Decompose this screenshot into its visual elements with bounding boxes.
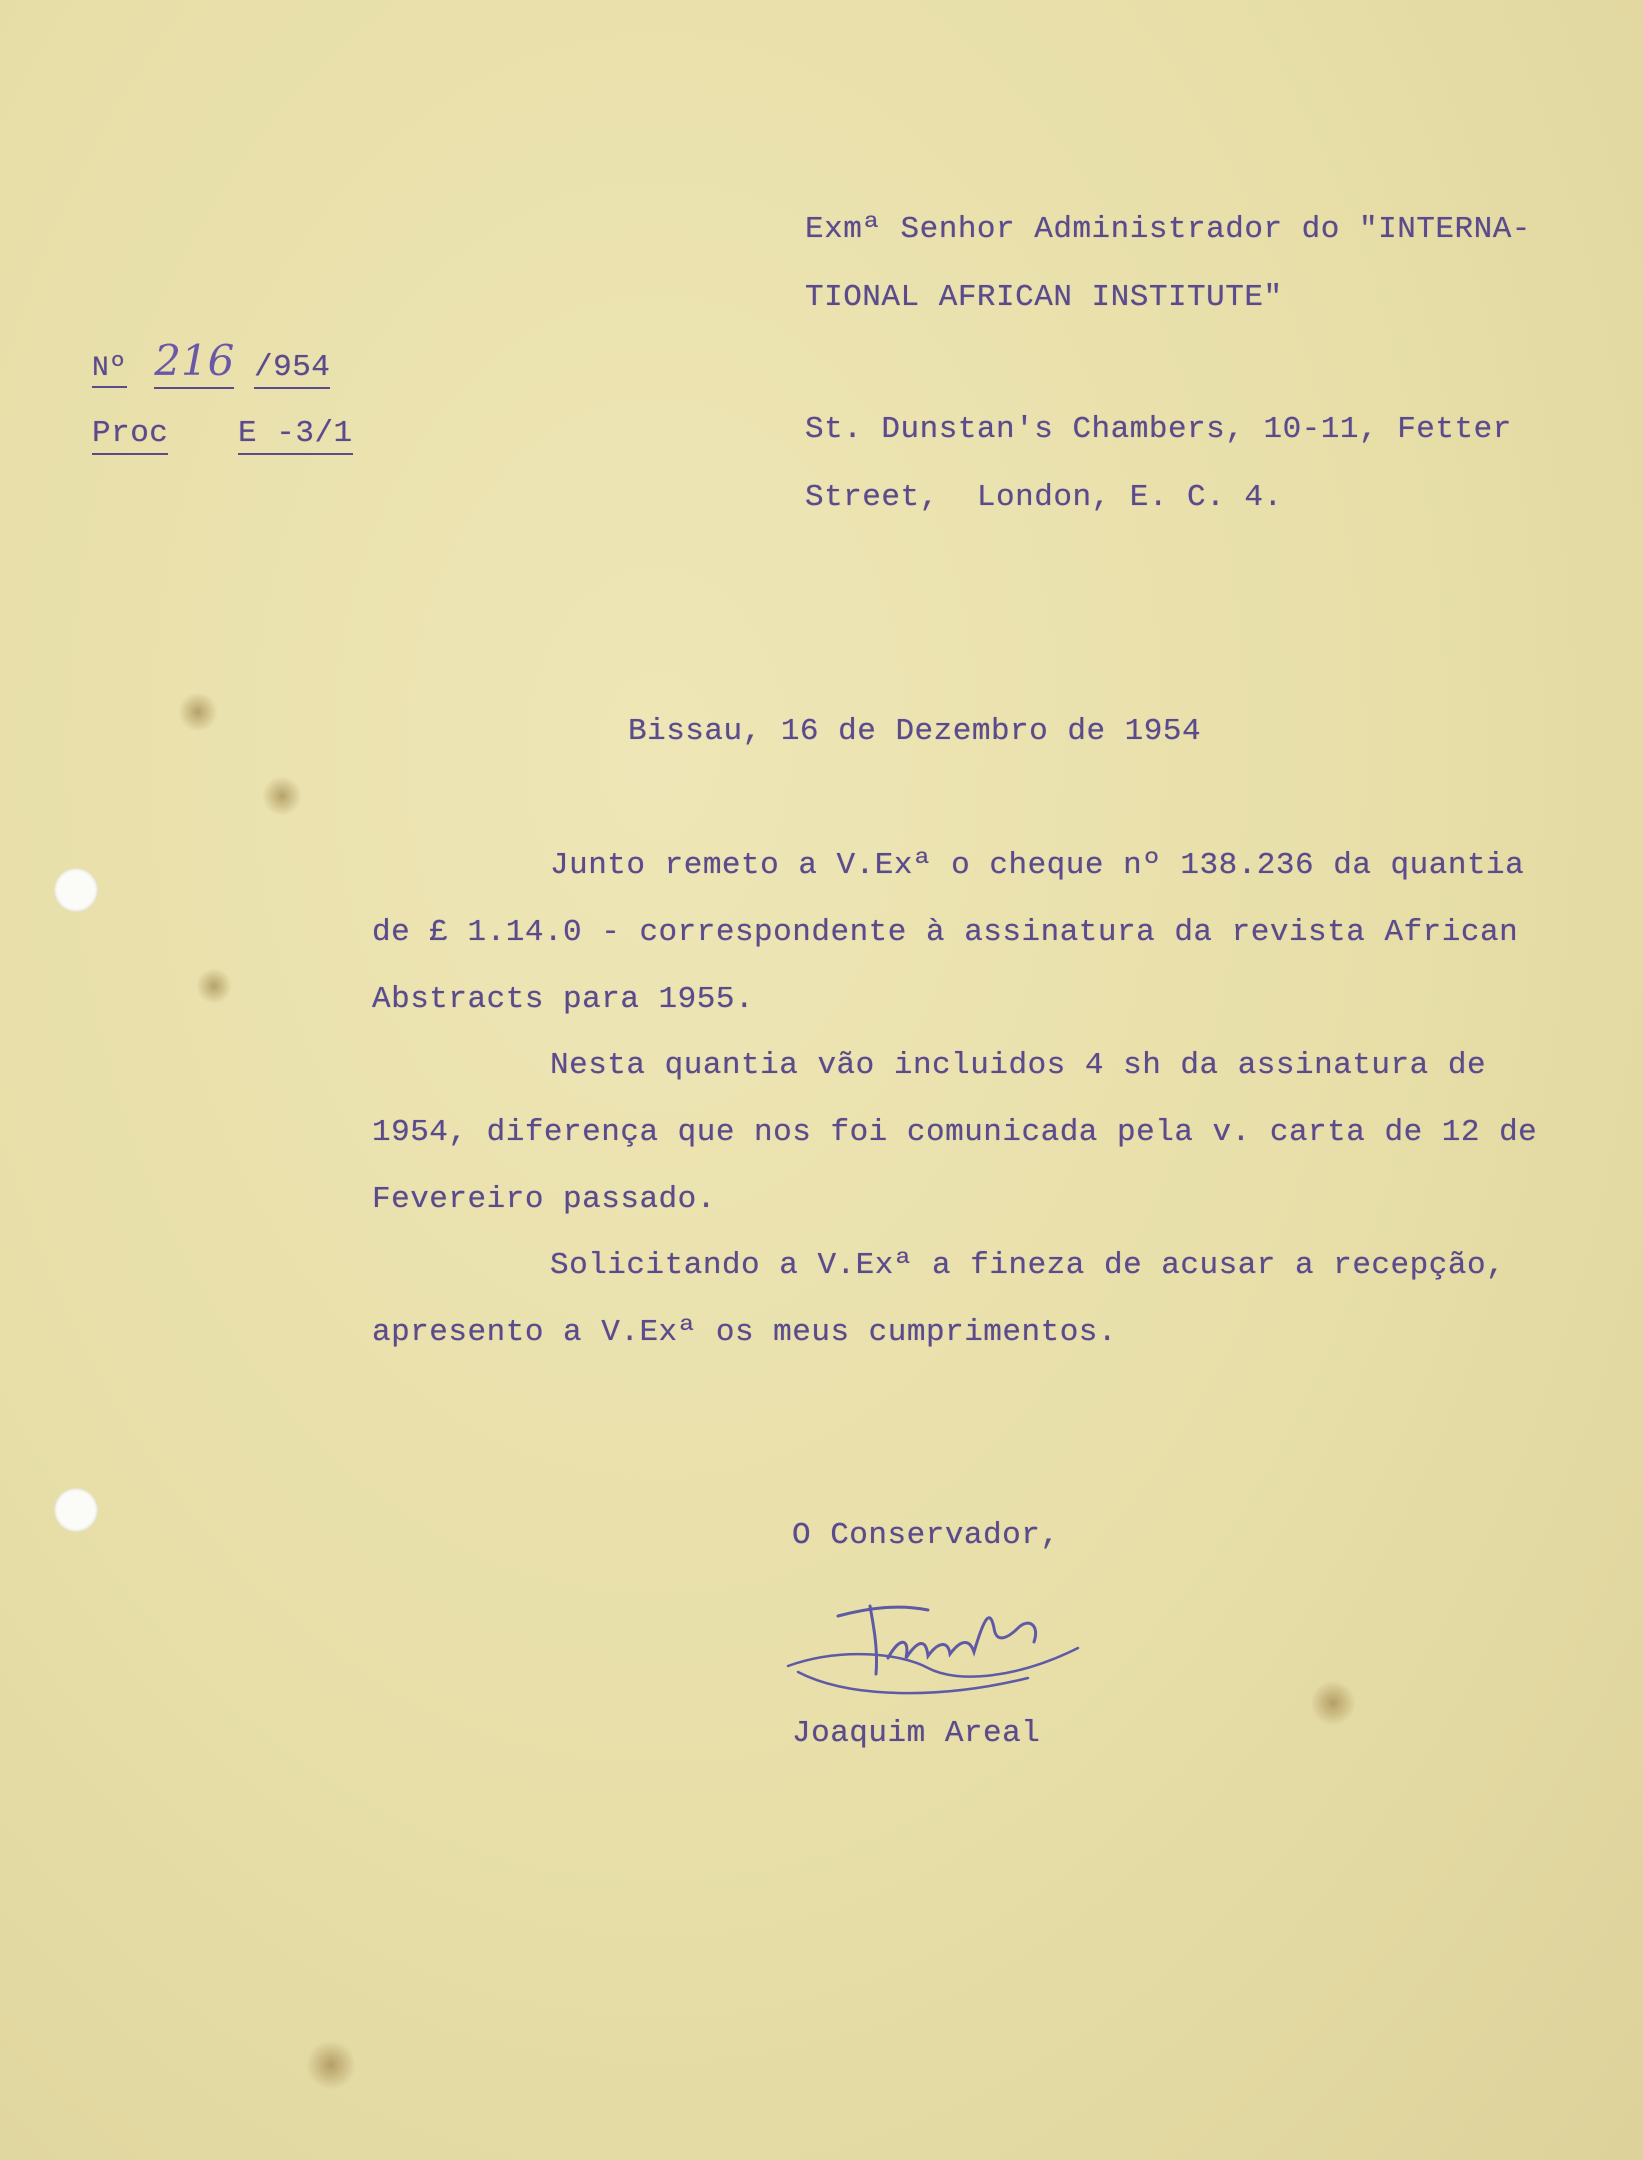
body-p3-line2: apresento a V.Exª os meus cumprimentos.: [372, 1315, 1118, 1350]
body-p1-line2: de £ 1.14.0 - correspondente à assinatura da revista African: [372, 915, 1519, 950]
proc-label: Proc: [92, 416, 168, 455]
address-line-1: St. Dunstan's Chambers, 10-11, Fetter: [805, 412, 1512, 447]
body-p1-line1: Junto remeto a V.Exª o cheque nº 138.236 da quantia: [550, 848, 1525, 883]
number-year: /954: [254, 350, 330, 389]
stain: [306, 2040, 356, 2090]
reference-proc: [92, 416, 353, 451]
signer-name: Joaquim Areal: [792, 1716, 1041, 1751]
date-line: Bissau, 16 de Dezembro de 1954: [628, 714, 1202, 749]
number-label: Nº: [92, 353, 127, 388]
body-p2-line2: 1954, diferença que nos foi comunicada pela v. carta de 12 de: [372, 1115, 1538, 1150]
number-handwritten: 216: [154, 336, 234, 389]
stain: [178, 692, 218, 732]
body-p3-line1: Solicitando a V.Exª a fineza de acusar a recepção,: [550, 1248, 1506, 1283]
punch-hole-bottom: [54, 1488, 98, 1532]
body-p2-line1: Nesta quantia vão incluidos 4 sh da assinatura de: [550, 1048, 1487, 1083]
closing-title: O Conservador,: [792, 1518, 1060, 1553]
recipient-line-2: TIONAL AFRICAN INSTITUTE": [805, 280, 1283, 315]
body-p2-line3: Fevereiro passado.: [372, 1182, 716, 1217]
stain: [196, 968, 232, 1004]
address-line-2: Street, London, E. C. 4.: [805, 480, 1283, 515]
stain: [262, 776, 302, 816]
signature-image: [778, 1588, 1098, 1698]
reference-number: [92, 336, 331, 385]
proc-value: E -3/1: [238, 416, 353, 455]
punch-hole-top: [54, 868, 98, 912]
stain: [1310, 1680, 1356, 1726]
body-p1-line3: Abstracts para 1955.: [372, 982, 755, 1017]
recipient-line-1: Exmª Senhor Administrador do "INTERNA-: [805, 212, 1531, 247]
